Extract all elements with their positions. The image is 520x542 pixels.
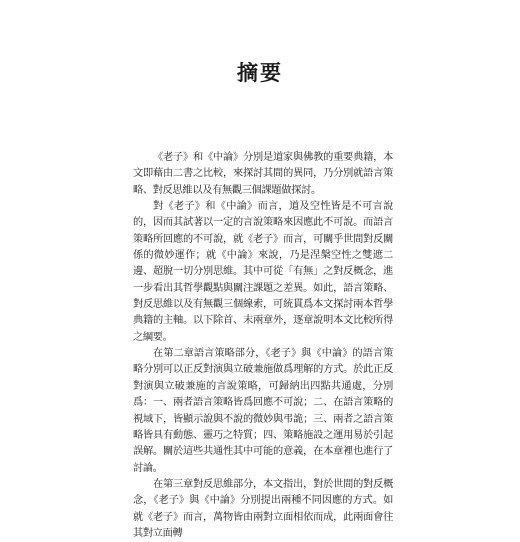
- abstract-body: [133, 150, 393, 542]
- page-title: 摘要: [237, 60, 283, 85]
- paragraph-2: 對《老子》和《中論》而言，道及空性皆是不可言說的，因而其試著以一定的言說策略來因應此不可說。而語言策略所回應的不可說，就《老子》而言，可關乎世間對反關係的微妙運作；就《中論》來說，乃是涅槃空性之雙遮二邊、超脫一切分別思維。其中可從「有無」之對反概念，進一步看出其哲學觀點與關注課題之差異。如此，語言策略、對反思維以及有無觀三個線索，可統貫爲本文探討兩本哲學典籍的主軸。以下除首、末兩章外，逐章說明本文比較所得之綱要。: [133, 201, 393, 343]
- paragraph-3: 在第二章語言策略部分，《老子》與《中論》的語言策略分別可以正反對演與立破兼施做爲理解的方式。於此正反對演與立破兼施的言說策略，可歸納出四點共通處，分別爲：一、兩者語言策略皆爲回應不可說；二、在語言策略的視域下，皆顯示說與不說的微妙與弔詭；三、兩者之語言策略皆具有動態、靈巧之特質；四、策略施設之運用易於引起誤解。關於這些共通性其中可能的意義，在本章裡也進行了討論。: [133, 348, 393, 474]
- paragraph-1: 《老子》和《中論》分別是道家與佛教的重要典籍，本文即藉由二書之比較，來探討其間的異同，乃分別就語言策略、對反思維以及有無觀三個課題做探討。: [133, 152, 393, 196]
- paragraph-4: 在第三章對反思維部分，本文指出，對於世間的對反概念，《老子》與《中論》分別提出兩種不同因應的方式。如就《老子》而言，萬物皆由兩對立面相依而成，此兩面會往其對立面轉: [133, 478, 393, 539]
